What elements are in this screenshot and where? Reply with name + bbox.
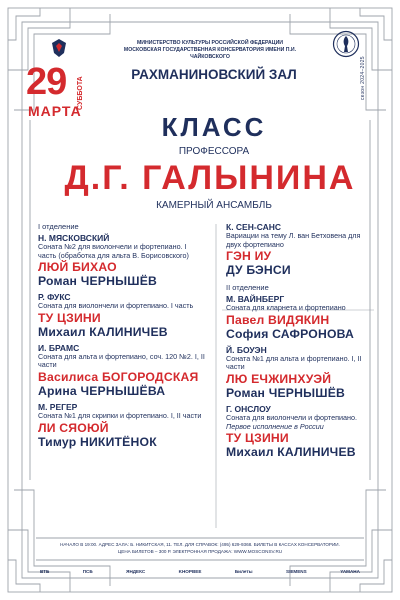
performer: Павел ВИДЯКИН xyxy=(226,312,330,327)
composer: М. РЕГЕР xyxy=(38,401,78,412)
hall-name: РАХМАНИНОВСКИЙ ЗАЛ xyxy=(131,67,297,82)
performer: Михаил КАЛИНИЧЕВ xyxy=(38,324,168,339)
performer: ЛЮЙ БИХАО xyxy=(38,260,117,275)
sponsor-logo: KHOPBEE xyxy=(178,568,202,574)
composer: Н. МЯСКОВСКИЙ xyxy=(38,233,110,243)
work-title: Соната для виолончели и фортепиано. xyxy=(226,412,357,422)
footer-info xyxy=(40,542,360,555)
sponsor-logo: SIEMENS xyxy=(286,568,307,574)
performer: ЛИ СЯОЮЙ xyxy=(38,420,109,435)
date-month: МАРТА xyxy=(28,103,82,119)
work-title: Вариации на тему Л. ван Бетховена для двух фортепиано xyxy=(226,231,361,249)
sponsor-logo: ПСБ xyxy=(82,568,93,574)
sponsor-logos xyxy=(40,566,360,576)
composer: М. ВАЙНБЕРГ xyxy=(226,294,285,305)
ensemble-label: КАМЕРНЫЙ АНСАМБЛЬ xyxy=(156,200,272,211)
performer: Тимур НИКИТЁНОК xyxy=(38,434,157,449)
performer: София САФРОНОВА xyxy=(226,326,355,341)
program-right-column xyxy=(226,222,376,463)
footer-line-2: ЦЕНА БИЛЕТОВ – 300 Р. ЭЛЕКТРОННАЯ ПРОДАЖА: WWW.MOSCONSV.RU xyxy=(117,548,283,554)
composer: К. СЕН-САНС xyxy=(226,222,282,232)
performer: ЛЮ ЕЧЖИНХУЭЙ xyxy=(226,371,332,386)
work-title: Соната для виолончели и фортепиано. I часть xyxy=(38,301,194,311)
composer: И. БРАМС xyxy=(38,342,80,353)
part-1-label: I отделение xyxy=(38,222,79,231)
subtitle: ПРОФЕССОРА xyxy=(178,146,250,157)
footer-line-1: НАЧАЛО В 19:00. АДРЕС ЗАЛА: Б. НИКИТСКАЯ, 11. ТЕЛ. ДЛЯ СПРАВОК: (495) 629-9368. БИЛЕТЫ В КАССАХ КОНСЕРВАТОРИИ. xyxy=(60,542,340,547)
part-2-label: II отделение xyxy=(226,283,269,293)
program-item xyxy=(226,404,376,459)
sponsor-logo: ВТБ xyxy=(40,568,50,574)
work-title: Соната №2 для виолончели и фортепиано. I часть (обработка для альта В. Борисовского) xyxy=(38,242,189,260)
performer: ТУ ЦЗИНИ xyxy=(226,431,289,446)
work-title: Соната для альта и фортепиано, соч. 120 №2. I, II части xyxy=(38,351,205,370)
work-title: Соната №1 для скрипки и фортепиано. I, II части xyxy=(38,410,202,420)
performer: Роман ЧЕРНЫШЁВ xyxy=(226,385,346,400)
performer: ГЭН ИУ xyxy=(226,249,272,264)
performer: Михаил КАЛИНИЧЕВ xyxy=(226,445,356,460)
ministry-emblem-icon xyxy=(48,38,70,58)
program-item xyxy=(226,294,376,341)
program-item xyxy=(38,292,206,339)
program-left-column xyxy=(38,222,206,453)
title: КЛАСС xyxy=(161,112,267,142)
composer: Г. ОНСЛОУ xyxy=(226,403,271,414)
composer: Й. БОУЭН xyxy=(226,344,267,355)
performer: Роман ЧЕРНЫШЁВ xyxy=(38,274,158,289)
performer: ТУ ЦЗИНИ xyxy=(38,310,101,325)
sponsor-logo: Билеты xyxy=(234,568,253,574)
program-item xyxy=(38,233,206,288)
composer: Р. ФУКС xyxy=(38,292,71,303)
professor-name: Д.Г. ГАЛЫНИНА xyxy=(64,159,356,197)
program-item xyxy=(38,402,206,449)
date-weekday: СУББОТА xyxy=(77,76,84,110)
sponsor-logo: ЯНДЕКС xyxy=(126,568,146,574)
ministry-header xyxy=(110,40,310,61)
work-note: Первое исполнение в России xyxy=(226,421,324,431)
conservatory-logo-icon xyxy=(332,30,360,58)
ministry-line-1: МИНИСТЕРСТВО КУЛЬТУРЫ РОССИЙСКОЙ ФЕДЕРАЦИИ xyxy=(136,40,284,46)
performer: Арина ЧЕРНЫШЁВА xyxy=(38,383,166,398)
performer: ДУ БЭНСИ xyxy=(226,263,291,278)
date-day: 29 xyxy=(26,61,67,103)
program-item xyxy=(38,343,206,398)
sponsor-logo: YAMAHA xyxy=(340,568,360,574)
program-item xyxy=(226,345,376,400)
performer: Василиса БОГОРОДСКАЯ xyxy=(38,369,199,384)
work-title: Соната №1 для альта и фортепиано. I, II части xyxy=(226,353,362,372)
program-item xyxy=(226,222,376,277)
work-title: Соната для кларнета и фортепиано xyxy=(226,303,346,313)
season-label: сезон 2024–2025 xyxy=(360,56,366,100)
ministry-line-2: МОСКОВСКАЯ ГОСУДАРСТВЕННАЯ КОНСЕРВАТОРИЯ ИМЕНИ П.И. ЧАЙКОВСКОГО xyxy=(123,47,297,60)
